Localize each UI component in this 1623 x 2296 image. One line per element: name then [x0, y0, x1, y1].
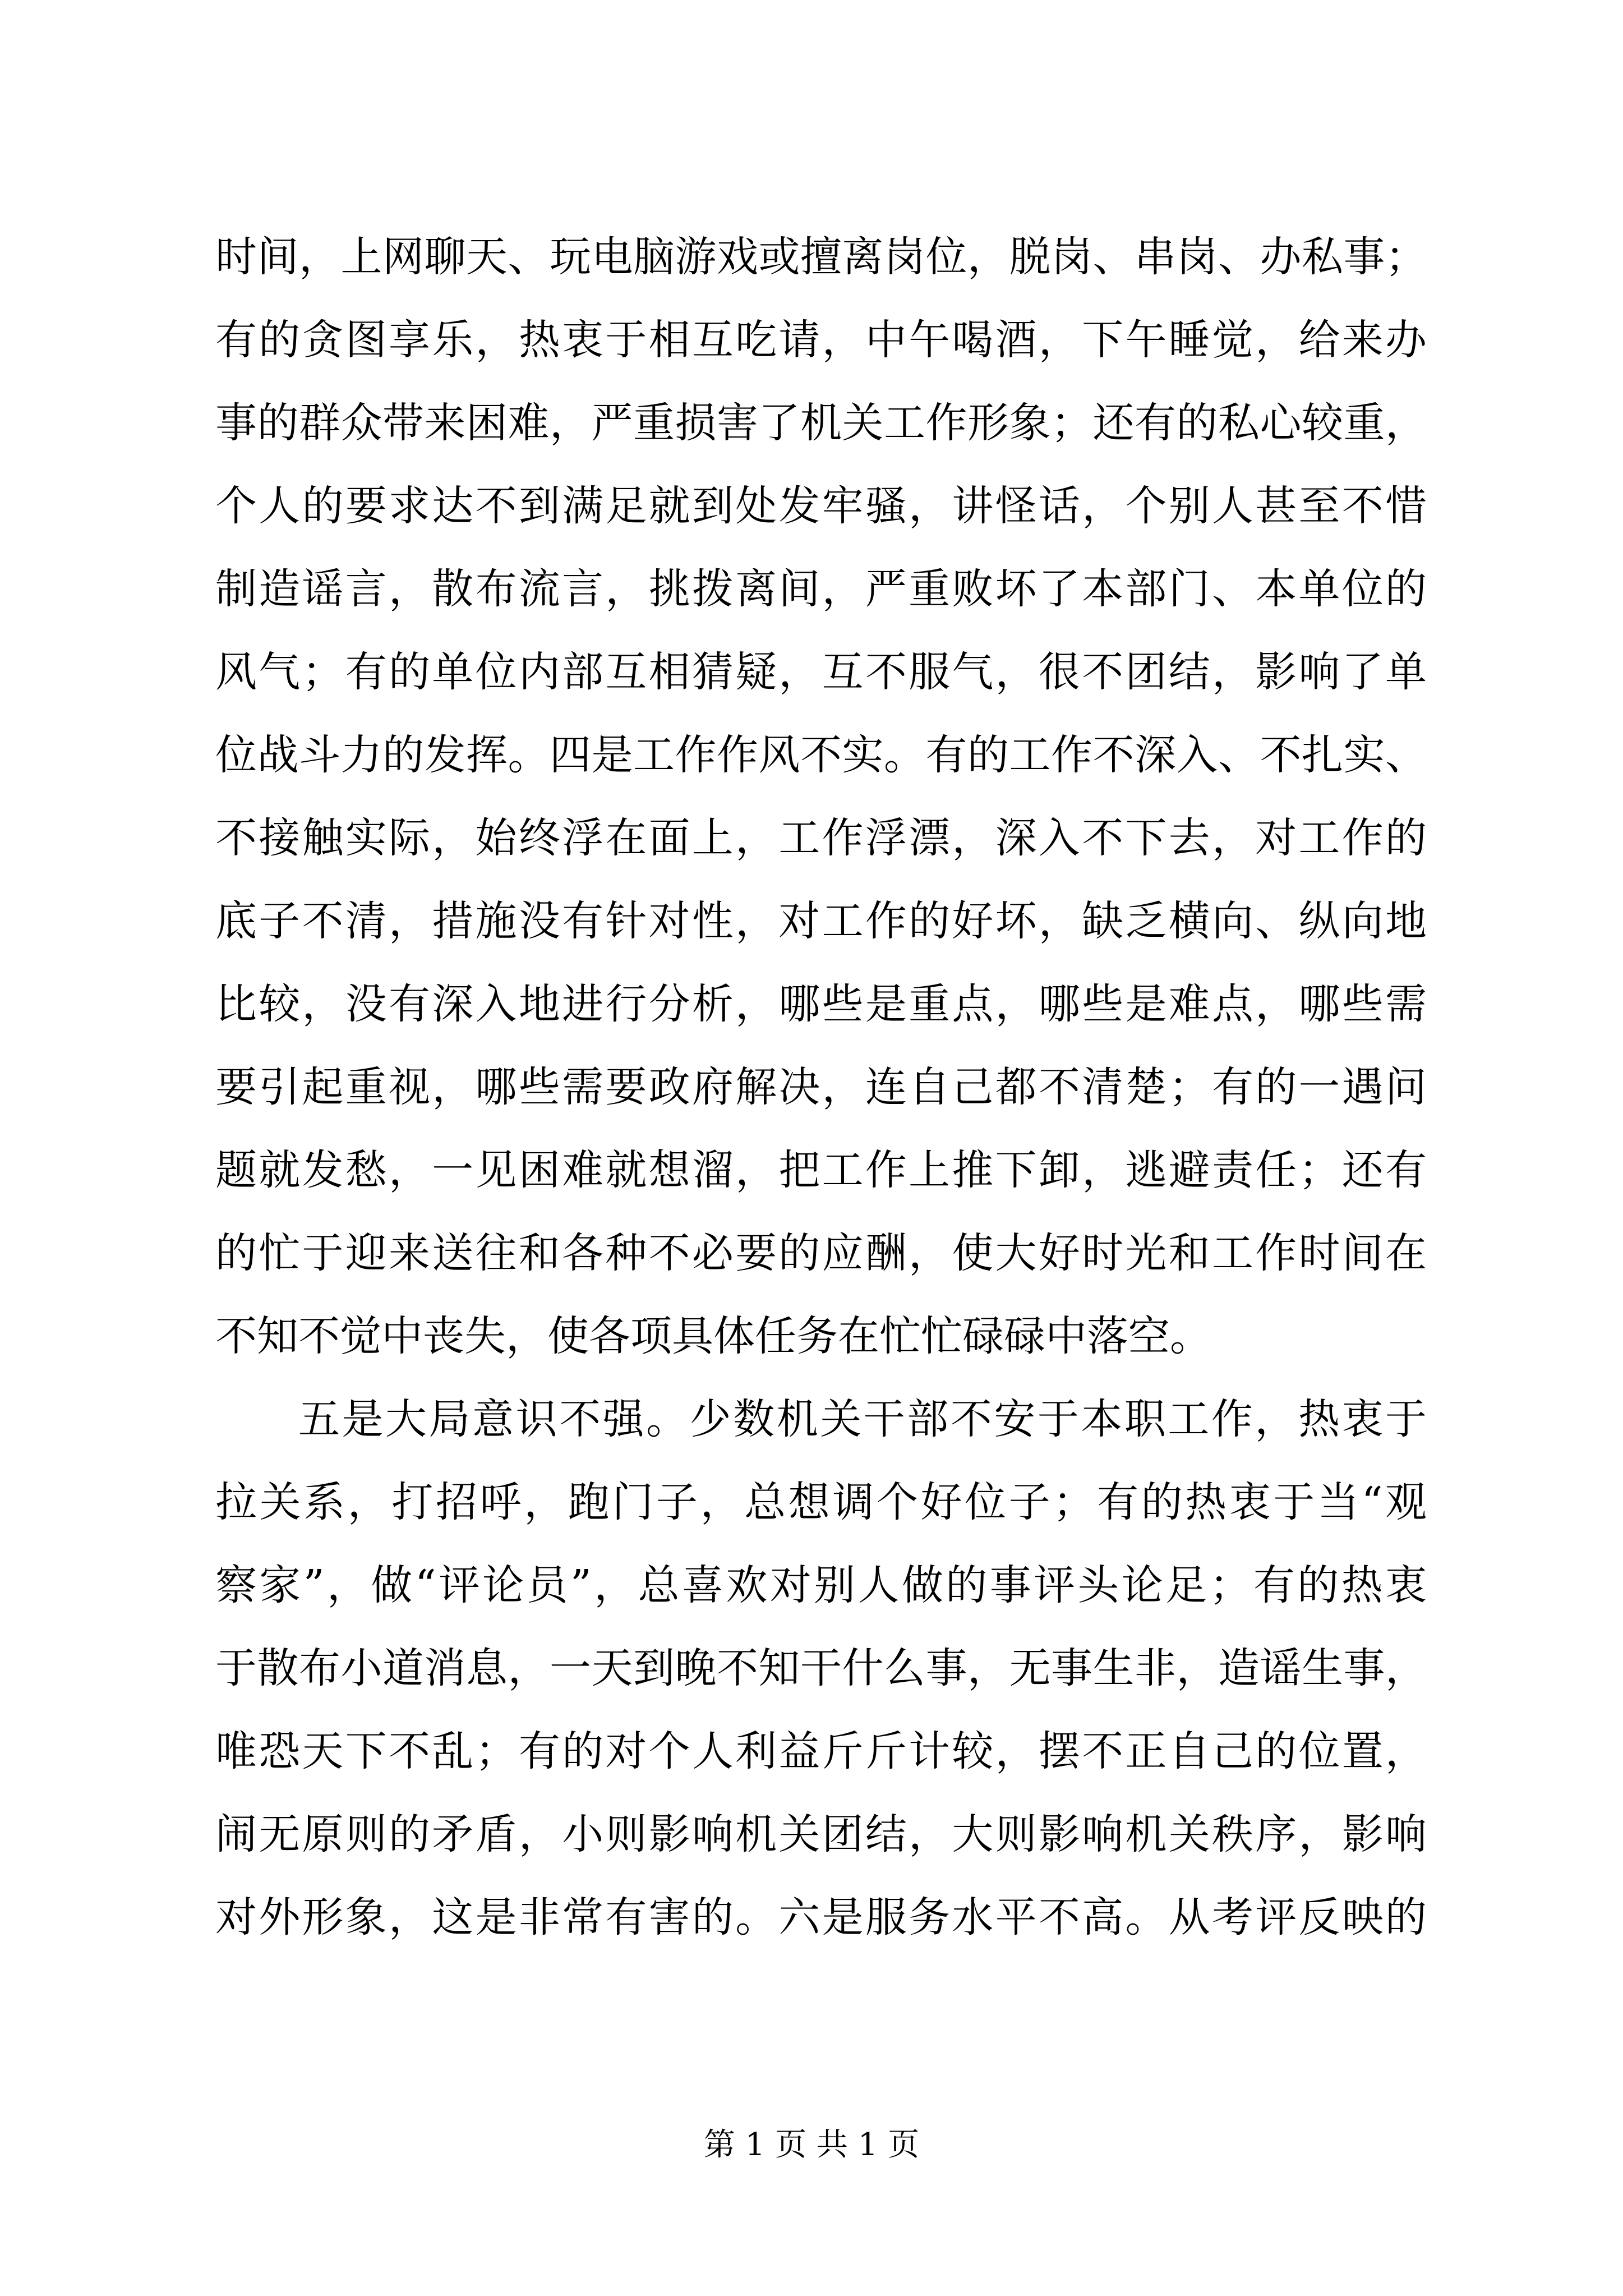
text-line: 题就发愁，一见困难就想溜，把工作上推下卸，逃避责任；还有 [215, 1146, 1427, 1194]
text-line: 要引起重视，哪些需要政府解决，连自己都不清楚；有的一遇问 [215, 1063, 1427, 1111]
text-line: 制造谣言，散布流言，挑拨离间，严重败坏了本部门、本单位的 [215, 565, 1427, 613]
text-line: 于散布小道消息，一天到晚不知干什么事，无事生非，造谣生事， [215, 1644, 1427, 1692]
paragraph-first-line: 五是大局意识不强。少数机关干部不安于本职工作，热衷于 [298, 1395, 1427, 1443]
text-line: 事的群众带来困难，严重损害了机关工作形象；还有的私心较重， [215, 399, 1427, 447]
page-footer: 第 1 页 共 1 页 [703, 2127, 920, 2163]
text-line: 有的贪图享乐，热衷于相互吃请，中午喝酒，下午睡觉，给来办 [215, 316, 1427, 364]
text-line: 个人的要求达不到满足就到处发牢骚，讲怪话，个别人甚至不惜 [215, 482, 1427, 530]
text-line: 风气；有的单位内部互相猜疑，互不服气，很不团结，影响了单 [215, 648, 1427, 696]
text-line: 察家”，做“评论员”，总喜欢对别人做的事评头论足；有的热衷 [215, 1561, 1427, 1609]
text-line: 底子不清，措施没有针对性，对工作的好坏，缺乏横向、纵向地 [215, 897, 1427, 945]
text-line: 不知不觉中丧失，使各项具体任务在忙忙碌碌中落空。 [215, 1312, 1211, 1360]
text-line: 拉关系，打招呼，跑门子，总想调个好位子；有的热衷于当“观 [215, 1478, 1427, 1526]
text-line: 时间，上网聊天、玩电脑游戏或擅离岗位，脱岗、串岗、办私事； [215, 233, 1427, 281]
text-line: 不接触实际，始终浮在面上，工作浮漂，深入不下去，对工作的 [215, 814, 1427, 862]
text-line: 位战斗力的发挥。四是工作作风不实。有的工作不深入、不扎实、 [215, 731, 1427, 779]
text-line: 对外形象，这是非常有害的。六是服务水平不高。从考评反映的 [215, 1893, 1427, 1941]
text-line: 比较，没有深入地进行分析，哪些是重点，哪些是难点，哪些需 [215, 980, 1427, 1028]
text-line: 唯恐天下不乱；有的对个人利益斤斤计较，摆不正自己的位置， [215, 1727, 1427, 1775]
text-line: 的忙于迎来送往和各种不必要的应酬，使大好时光和工作时间在 [215, 1229, 1427, 1277]
text-line: 闹无原则的矛盾，小则影响机关团结，大则影响机关秩序，影响 [215, 1810, 1427, 1858]
body-text [215, 215, 1427, 1959]
